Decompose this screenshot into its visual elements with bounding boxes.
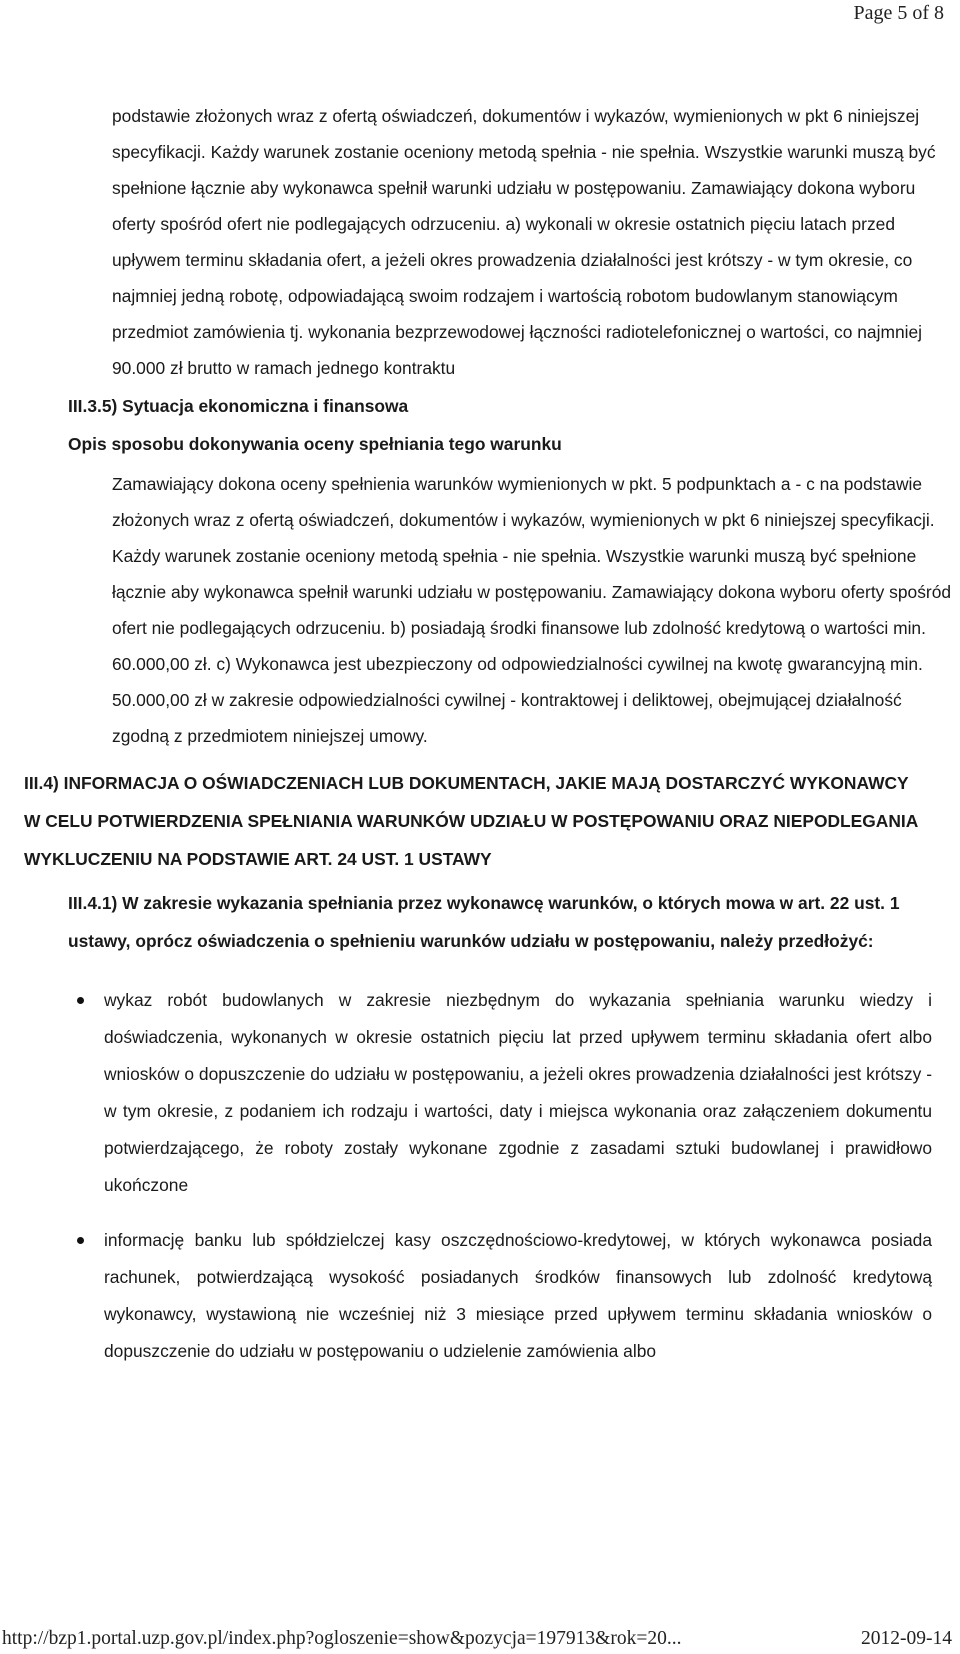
section-heading-documents: III.4) INFORMACJA O OŚWIADCZENIACH LUB DOKUMENTACH, JAKIE MAJĄ DOSTARCZYĆ WYKONAWCY W CELU POTWIERDZENIA SPEŁNIANIA WARUNKÓW UDZIAŁU W POSTĘPOWANIU ORAZ NIEPODLEGANIA WYKLUCZENIU NA PODSTAWIE ART. 24 UST. 1 USTAWY (24, 773, 918, 869)
list-item (104, 982, 932, 1204)
page-footer (0, 1620, 960, 1654)
list-item (104, 1222, 932, 1370)
list-item-text: informację banku lub spółdzielczej kasy oszczędnościowo-kredytowej, w których wykonawca posiada rachunek, potwierdzającą wysokość posiadanych środków finansowych lub zdolność kredytową wykonawcy, wystawioną nie wcześniej niż 3 miesiące przed upływem terminu składania wniosków o dopuszczenie do udziału w postępowaniu o udzielenie zamówienia albo (104, 1230, 932, 1361)
paragraph-conditions-financial: Zamawiający dokona oceny spełnienia warunków wymienionych w pkt. 5 podpunktach a - c na podstawie złożonych wraz z ofertą oświadczeń, dokumentów i wykazów, wymienionych w pkt 6 niniejszej specyfikacji. Każdy warunek zostanie oceniony metodą spełnia - nie spełnia. Wszystkie warunki muszą być spełnione łącznie aby wykonawca spełnił warunki udziału w postępowaniu. Zamawiający dokona wyboru oferty spośród ofert nie podlegających odrzuceniu. b) posiadają środki finansowe lub zdolność kredytową o wartości min. 60.000,00 zł. c) Wykonawca jest ubezpieczony od odpowiedzialności cywilnej na kwotę gwarancyjną min. 50.000,00 zł w zakresie odpowiedzialności cywilnej - kontraktowej i deliktowej, obejmującej działalność zgodną z przedmiotem niniejszej umowy. (112, 474, 952, 746)
paragraph-conditions-experience: podstawie złożonych wraz z ofertą oświadczeń, dokumentów i wykazów, wymienionych w pkt 6 niniejszej specyfikacji. Każdy warunek zostanie oceniony metodą spełnia - nie spełnia. Wszystkie warunki muszą być spełnione łącznie aby wykonawca spełnił warunki udziału w postępowaniu. Zamawiający dokona wyboru oferty spośród ofert nie podlegających odrzuceniu. a) wykonali w okresie ostatnich pięciu latach przed upływem terminu składania ofert, a jeżeli okres prowadzenia działalności jest krótszy - w tym okresie, co najmniej jedną robotę, odpowiadającą swoim rodzajem i wartością robotom budowlanym stanowiącym przedmiot zamówienia tj. wykonania bezprzewodowej łączności radiotelefonicznej o wartości, co najmniej 90.000 zł brutto w ramach jednego kontraktu (112, 106, 936, 378)
subsection-heading-documents-required: III.4.1) W zakresie wykazania spełniania przez wykonawcę warunków, o których mowa w art. 22 ust. 1 ustawy, oprócz oświadczenia o spełnieniu warunków udziału w postępowaniu, należy przedłożyć: (68, 893, 900, 951)
section-heading-economic-financial: III.3.5) Sytuacja ekonomiczna i finansowa (68, 396, 409, 416)
print-date: 2012-09-14 (861, 1628, 952, 1649)
subheading-evaluation-method: Opis sposobu dokonywania oceny spełniania tego warunku (68, 434, 562, 454)
documents-list (0, 982, 960, 1370)
bullet-icon (77, 1237, 84, 1244)
list-item-text: wykaz robót budowlanych w zakresie niezbędnym do wykazania spełniania warunku wiedzy i doświadczenia, wykonanych w okresie ostatnich pięciu lat przed upływem terminu składania ofert albo wniosków o dopuszczenie do udziału w postępowaniu, a jeżeli okres prowadzenia działalności jest krótszy - w tym okresie, z podaniem ich rodzaju i wartości, daty i miejsca wykonania oraz załączeniem dokumentu potwierdzającego, że roboty zostały wykonane zgodnie z zasadami sztuki budowlanej i prawidłowo ukończone (104, 990, 932, 1195)
document-body (0, 98, 960, 1388)
bullet-icon (77, 997, 84, 1004)
source-url: http://bzp1.portal.uzp.gov.pl/index.php?ogloszenie=show&pozycja=197913&rok=20... (2, 1628, 682, 1649)
page-number: Page 5 of 8 (853, 2, 944, 24)
